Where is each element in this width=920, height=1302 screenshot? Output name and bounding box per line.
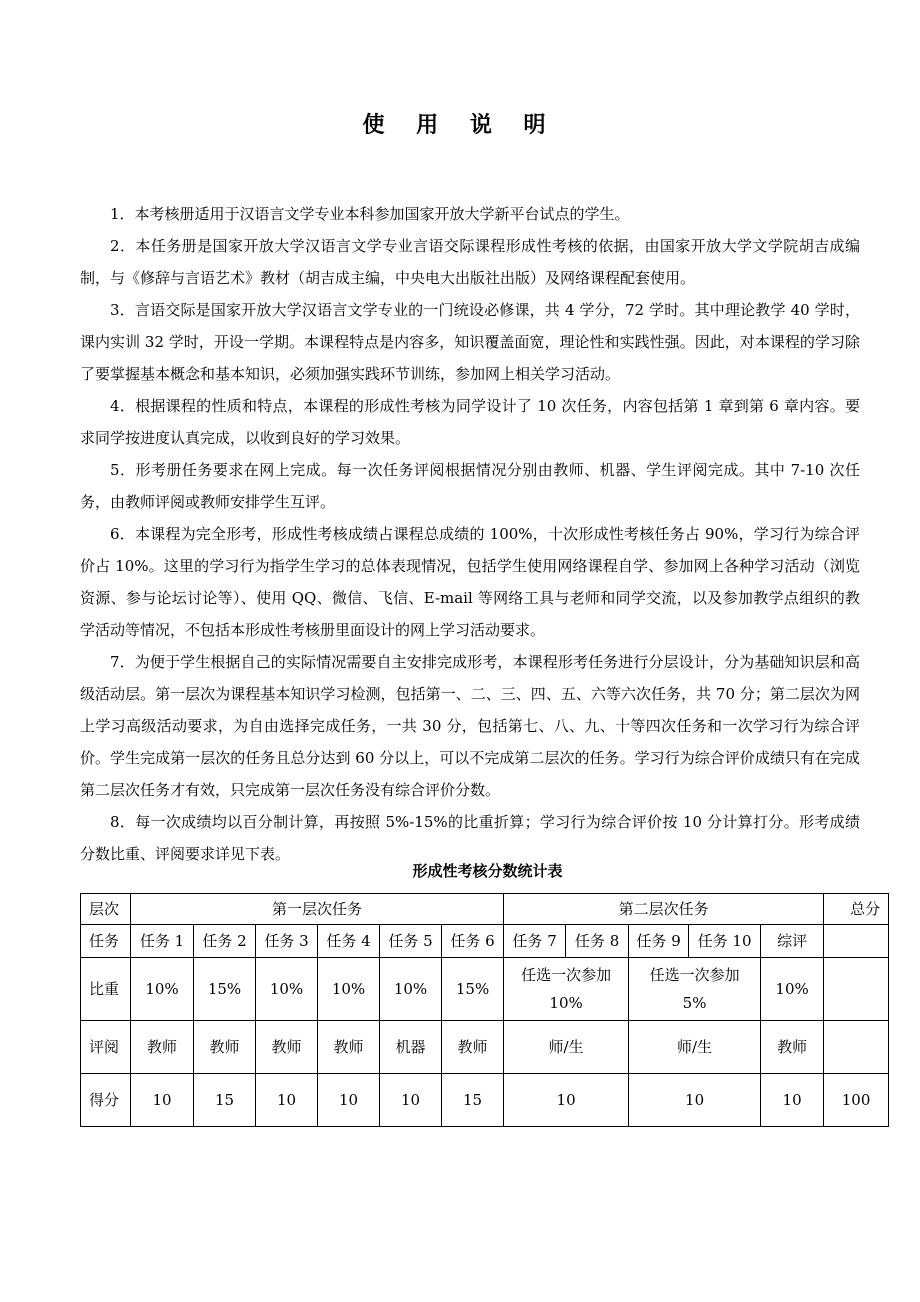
table-row-weights xyxy=(81,958,889,1021)
paragraph-6: 6．本课程为完全形考，形成性考核成绩占课程总成绩的 100%，十次形成性考核任务占 90%，学习行为综合评价占 10%。这里的学习行为指学生学习的总体表现情况，包括学生使用网络课程自学、参加网上各种学习活动（浏览资源、参与论坛讨论等）、使用 QQ、微信、飞信、E-mail 等网络工具与老师和同学交流，以及参加教学点组织的教学活动等情况，不包括本形成性考核册里面设计的网上学习活动要求。 xyxy=(80,525,860,639)
score-cell: 10 xyxy=(256,1074,318,1127)
level1-header: 第一层次任务 xyxy=(131,894,504,925)
weight-cell: 10% xyxy=(380,958,442,1021)
row-header-review: 评阅 xyxy=(81,1021,131,1074)
weight-cell: 15% xyxy=(442,958,504,1021)
score-cell: 15 xyxy=(194,1074,256,1127)
task-cell: 任务 2 xyxy=(194,925,256,958)
weight-cell: 10% xyxy=(131,958,194,1021)
paragraph-2: 2．本任务册是国家开放大学汉语言文学专业言语交际课程形成性考核的依据，由国家开放大学文学院胡吉成编制，与《修辞与言语艺术》教材（胡吉成主编，中央电大出版社出版）及网络课程配套使用。 xyxy=(80,237,860,287)
weight-cell-task9-10 xyxy=(629,958,761,1021)
reviewer-cell: 教师 xyxy=(442,1021,504,1074)
paragraph-8: 8．每一次成绩均以百分制计算，再按照 5%-15%的比重折算；学习行为综合评价按 10 分计算打分。形考成绩分数比重、评阅要求详见下表。 xyxy=(80,813,860,863)
task-cell: 任务 7 xyxy=(504,925,566,958)
weight-cell-task7-8 xyxy=(504,958,629,1021)
score-cell-task7-8: 10 xyxy=(504,1074,629,1127)
row-header-score: 得分 xyxy=(81,1074,131,1127)
task-cell: 任务 10 xyxy=(689,925,761,958)
score-cell: 10 xyxy=(318,1074,380,1127)
score-cell: 15 xyxy=(442,1074,504,1127)
weight-cell: 10% xyxy=(256,958,318,1021)
table-title: 形成性考核分数统计表 xyxy=(412,862,563,880)
paragraph-3: 3．言语交际是国家开放大学汉语言文学专业的一门统设必修课，共 4 学分，72 学时。其中理论教学 40 学时，课内实训 32 学时，开设一学期。本课程特点是内容多，知识覆盖面宽，理论性和实践性强。因此，对本课程的学习除了要掌握基本概念和基本知识，必须加强实践环节训练，参加网上相关学习活动。 xyxy=(80,301,860,383)
reviewer-cell-comp: 教师 xyxy=(761,1021,824,1074)
reviewer-cell: 机器 xyxy=(380,1021,442,1074)
level2-header: 第二层次任务 xyxy=(504,894,824,925)
weight-value: 10% xyxy=(549,994,583,1012)
reviewer-cell-task7-8: 师/生 xyxy=(504,1021,629,1074)
instructions-body xyxy=(80,198,860,870)
paragraph-5: 5．形考册任务要求在网上完成。每一次任务评阅根据情况分别由教师、机器、学生评阅完成。其中 7-10 次任务，由教师评阅或教师安排学生互评。 xyxy=(80,461,860,511)
weight-cell: 15% xyxy=(194,958,256,1021)
task-cell: 任务 9 xyxy=(629,925,689,958)
table-row-reviewers xyxy=(81,1021,889,1074)
row-header-weight: 比重 xyxy=(81,958,131,1021)
empty-cell xyxy=(824,958,889,1021)
page-title: 使 用 说 明 xyxy=(362,113,558,138)
row-header-task: 任务 xyxy=(81,925,131,958)
total-header: 总分 xyxy=(824,894,889,925)
score-cell-comp: 10 xyxy=(761,1074,824,1127)
weight-note: 任选一次参加 xyxy=(521,966,612,984)
reviewer-cell-task9-10: 师/生 xyxy=(629,1021,761,1074)
weight-note: 任选一次参加 xyxy=(649,966,740,984)
paragraph-4: 4．根据课程的性质和特点，本课程的形成性考核为同学设计了 10 次任务，内容包括第 1 章到第 6 章内容。要求同学按进度认真完成，以收到良好的学习效果。 xyxy=(80,397,860,447)
reviewer-cell: 教师 xyxy=(194,1021,256,1074)
score-cell: 10 xyxy=(380,1074,442,1127)
task-cell: 任务 8 xyxy=(566,925,629,958)
weight-value: 5% xyxy=(682,994,707,1012)
reviewer-cell: 教师 xyxy=(131,1021,194,1074)
reviewer-cell: 教师 xyxy=(318,1021,380,1074)
paragraph-1: 1．本考核册适用于汉语言文学专业本科参加国家开放大学新平台试点的学生。 xyxy=(110,205,630,223)
table-row-scores xyxy=(81,1074,889,1127)
score-cell: 10 xyxy=(131,1074,194,1127)
score-table xyxy=(80,893,889,1127)
task-cell: 任务 5 xyxy=(380,925,442,958)
paragraph-7: 7．为便于学生根据自己的实际情况需要自主安排完成形考，本课程形考任务进行分层设计，分为基础知识层和高级活动层。第一层次为课程基本知识学习检测，包括第一、二、三、四、五、六等六次任务，共 70 分；第二层次为网上学习高级活动要求，为自由选择完成任务，一共 30 分，包括第七、八、九、十等四次任务和一次学习行为综合评价。学生完成第一层次的任务且总分达到 60 分以上，可以不完成第二层次的任务。学习行为综合评价成绩只有在完成第二层次任务才有效，只完成第一层次任务没有综合评价分数。 xyxy=(80,653,860,799)
score-cell-total: 100 xyxy=(824,1074,889,1127)
table-row-level xyxy=(81,894,889,925)
task-cell: 综评 xyxy=(761,925,824,958)
empty-cell xyxy=(824,1021,889,1074)
weight-cell: 10% xyxy=(318,958,380,1021)
score-cell-task9-10: 10 xyxy=(629,1074,761,1127)
empty-cell xyxy=(824,925,889,958)
task-cell: 任务 3 xyxy=(256,925,318,958)
task-cell: 任务 1 xyxy=(131,925,194,958)
task-cell: 任务 6 xyxy=(442,925,504,958)
task-cell: 任务 4 xyxy=(318,925,380,958)
reviewer-cell: 教师 xyxy=(256,1021,318,1074)
row-header-level: 层次 xyxy=(81,894,131,925)
table-row-tasks xyxy=(81,925,889,958)
weight-cell-comp: 10% xyxy=(761,958,824,1021)
